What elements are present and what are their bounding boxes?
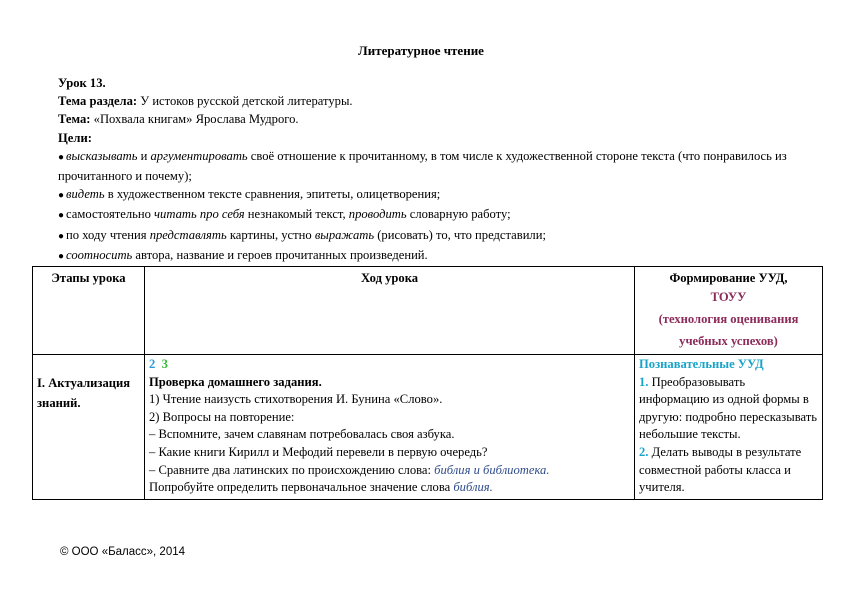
bullet-icon: ● <box>58 250 65 262</box>
course-cell <box>145 355 635 500</box>
lesson-number: Урок 13. <box>58 76 106 90</box>
section-line <box>58 92 798 110</box>
uud-item <box>639 374 818 444</box>
section-label: Тема раздела: <box>58 94 138 109</box>
goal-text: автора, название и героев прочитанных произведений. <box>132 247 428 262</box>
goal-text: картины, устно <box>226 227 315 242</box>
uud-cell <box>635 355 823 500</box>
goal-text: по ходу чтения <box>66 227 150 242</box>
goal-item <box>58 147 798 185</box>
goal-verb: соотносить <box>66 247 133 262</box>
course-text: Попробуйте определить первоначальное значение слова <box>149 480 454 495</box>
goal-item <box>58 205 798 225</box>
course-line: 2) Вопросы на повторение: <box>149 409 295 424</box>
goal-item <box>58 246 798 266</box>
course-highlight: библия и библиотека. <box>434 462 550 477</box>
course-text: – Сравните два латинских по происхождению слова: <box>149 462 435 477</box>
goal-verb: читать про себя <box>154 207 245 222</box>
uud-number: 2. <box>639 444 649 459</box>
course-highlight: библия. <box>453 480 493 495</box>
bullet-icon: ● <box>58 230 65 242</box>
goals-label: Цели: <box>58 130 92 145</box>
course-line: – Какие книги Кирилл и Мефодий перевели в первую очередь? <box>149 444 488 459</box>
goal-verb: представлять <box>149 227 227 242</box>
bullet-icon: ● <box>58 210 65 222</box>
course-line: 1) Чтение наизусть стихотворения И. Бунина «Слово». <box>149 392 443 407</box>
uud-item <box>639 444 818 497</box>
table-header-row <box>33 267 823 355</box>
section-value: У истоков русской детской литературы. <box>137 94 353 109</box>
slide-number: 2 <box>149 357 156 371</box>
goal-text: самостоятельно <box>66 207 155 222</box>
course-line: – Вспомните, зачем славянам потребовалась своя азбука. <box>149 427 455 442</box>
lesson-table <box>32 266 823 500</box>
goal-text: в художественном тексте сравнения, эпитеты, олицетворения; <box>104 187 441 202</box>
uud-text: Делать выводы в результате совместной работы класса и учителя. <box>639 444 802 495</box>
uud-number: 1. <box>639 374 649 389</box>
goal-verb: видеть <box>66 187 105 202</box>
goal-text: словарную работу; <box>406 207 511 222</box>
goal-verb: выражать <box>314 227 375 242</box>
copyright-footer: © ООО «Баласс», 2014 <box>60 546 186 558</box>
topic-line <box>58 110 798 128</box>
course-line <box>149 462 630 480</box>
stage-cell: I. Актуализация знаний. <box>33 355 145 500</box>
bullet-icon: ● <box>58 151 65 163</box>
uud-text: Преобразовывать информацию из одной формы в другую: подробно пересказывать небольшие тексты. <box>639 374 817 442</box>
tou-description: (технология оценивания учебных успехов) <box>658 312 799 348</box>
page-title: Литературное чтение <box>358 43 484 58</box>
topic-label: Тема: <box>58 112 91 127</box>
course-line <box>149 479 630 497</box>
goal-text: незнакомый текст, <box>244 207 349 222</box>
goal-item <box>58 185 798 205</box>
goal-text: (рисовать) то, что представили; <box>374 227 546 242</box>
slide-numbers <box>149 356 630 374</box>
header-stages: Этапы урока <box>33 267 145 355</box>
header-uud <box>635 267 823 355</box>
slide-number: 3 <box>161 357 168 371</box>
tou-heading: ТОУУ <box>710 290 747 304</box>
goal-text: своё отношение к прочитанному, в том числе к художественной стороне текста (что понравилось из прочитанного и почему); <box>58 148 787 184</box>
bullet-icon: ● <box>58 190 65 202</box>
course-heading: Проверка домашнего задания. <box>149 374 322 389</box>
uud-title: Познавательные УУД <box>639 357 764 371</box>
goal-verb: аргументировать <box>150 148 248 163</box>
goal-text: и <box>137 148 151 163</box>
uud-heading: Формирование УУД, <box>669 271 788 285</box>
goal-verb: проводить <box>348 207 407 222</box>
header-course: Ход урока <box>145 267 635 355</box>
table-row <box>33 355 823 500</box>
topic-value: «Похвала книгам» Ярослава Мудрого. <box>90 112 299 127</box>
goal-item <box>58 226 798 246</box>
lesson-header <box>58 74 798 266</box>
goal-verb: высказывать <box>66 148 138 163</box>
